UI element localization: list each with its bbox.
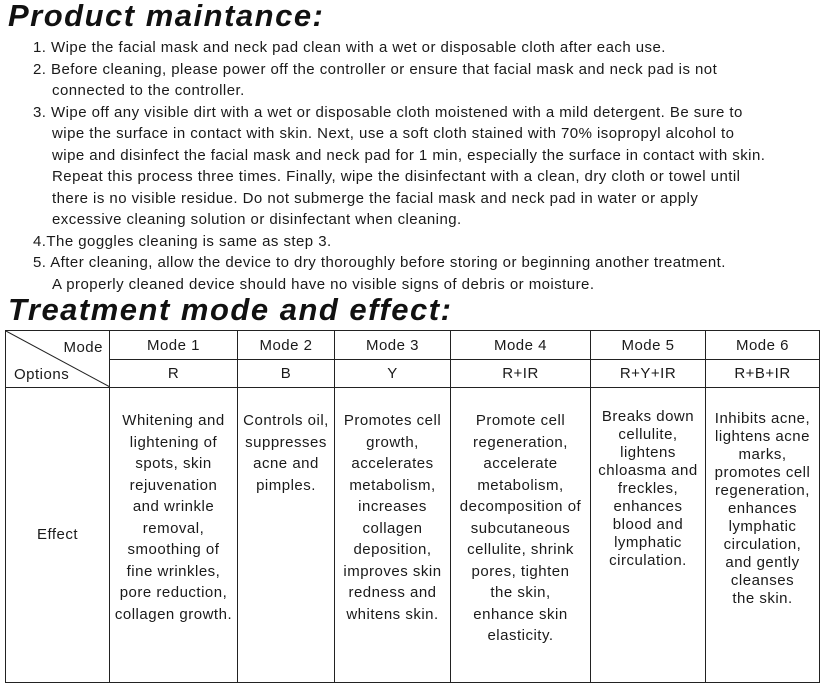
- effect-line: circulation,: [723, 536, 802, 553]
- step-line: connected to the controller.: [52, 82, 245, 99]
- mode-2-header: Mode 2: [238, 331, 335, 360]
- step-number: 5.: [33, 254, 47, 271]
- effect-line: lightens: [620, 444, 676, 461]
- mode-5-effect: [591, 388, 706, 683]
- effect-line: marks,: [738, 446, 787, 463]
- effect-line: lymphatic: [728, 518, 797, 535]
- step-line: A properly cleaned device should have no visible signs of debris or moisture.: [52, 275, 595, 293]
- step-line: wipe and disinfect the facial mask and neck pad for 1 min, especially the surface in contact with skin.: [52, 146, 766, 164]
- effect-line: growth,: [366, 433, 419, 451]
- step-number: 4.: [33, 232, 47, 250]
- effect-line: regeneration,: [473, 433, 568, 451]
- effect-line: and gently: [725, 554, 800, 571]
- effect-line: elasticity.: [487, 627, 554, 644]
- effect-line: enhances: [613, 498, 683, 515]
- effect-line: removal,: [142, 519, 205, 537]
- treatment-heading: Treatment mode and effect:: [8, 292, 453, 327]
- step-line: Wipe off any visible dirt with a wet or disposable cloth moistened with a mild detergent. Be sure to: [51, 103, 743, 121]
- options-row: [6, 360, 820, 388]
- effect-line: cellulite,: [618, 426, 678, 443]
- effect-line: pore reduction,: [119, 584, 228, 601]
- effect-line: regeneration,: [715, 482, 810, 499]
- mode-1-option: R: [110, 360, 238, 388]
- effect-line: redness and: [348, 584, 437, 601]
- mode-1-effect: [110, 388, 238, 683]
- mode-6-option: R+B+IR: [706, 360, 820, 388]
- effect-line: fine wrinkles,: [126, 562, 221, 580]
- effect-line: smoothing of: [127, 541, 220, 558]
- effect-line: cleanses: [730, 572, 795, 589]
- effect-line: lightening of: [129, 433, 218, 451]
- maintenance-step-5: [33, 252, 822, 295]
- step-line: wipe the surface in contact with skin. Next, use a soft cloth stained with 70% isopropyl alcohol to: [52, 125, 735, 142]
- maintenance-step-3: [33, 102, 822, 231]
- mode-4-header: Mode 4: [451, 331, 591, 360]
- corner-cell: [6, 331, 110, 388]
- effect-line: subcutaneous: [470, 519, 571, 537]
- effect-line: Promote cell: [475, 412, 566, 429]
- options-axis-label: Options: [14, 366, 70, 383]
- maintenance-step-1: [33, 37, 822, 59]
- effect-label: Effect: [6, 388, 110, 683]
- step-line: Wipe the facial mask and neck pad clean with a wet or disposable cloth after each use.: [51, 39, 666, 56]
- effect-line: collagen: [362, 519, 423, 537]
- effect-line: chloasma and: [598, 462, 698, 479]
- maintenance-step-4: [33, 231, 822, 253]
- effect-line: promotes cell: [714, 464, 811, 481]
- effect-line: Whitening and: [122, 412, 225, 429]
- effect-line: metabolism,: [349, 476, 436, 494]
- effect-line: enhance skin: [473, 605, 568, 623]
- effect-line: freckles,: [617, 480, 679, 497]
- effect-line: deposition,: [353, 541, 432, 558]
- effect-line: collagen growth.: [114, 605, 233, 623]
- mode-2-effect: [238, 388, 335, 683]
- effect-line: Inhibits acne,: [714, 410, 811, 427]
- mode-5-header: Mode 5: [591, 331, 706, 360]
- mode-4-effect: [451, 388, 591, 683]
- mode-6-effect: [706, 388, 820, 683]
- mode-axis-label: Mode: [63, 339, 103, 356]
- effect-line: increases: [358, 498, 427, 515]
- step-line: there is no visible residue. Do not submerge the facial mask and neck pad in water or apply: [52, 189, 699, 207]
- effect-line: Promotes cell: [343, 412, 442, 429]
- mode-1-header: Mode 1: [110, 331, 238, 360]
- step-line: The goggles cleaning is same as step 3.: [46, 232, 332, 250]
- effect-line: cellulite, shrink: [467, 541, 574, 558]
- mode-6-header: Mode 6: [706, 331, 820, 360]
- maintenance-step-2: [33, 59, 822, 102]
- effect-line: suppresses: [245, 433, 327, 451]
- step-line: excessive cleaning solution or disinfectant when cleaning.: [52, 211, 462, 228]
- mode-3-effect: [335, 388, 451, 683]
- effect-line: pimples.: [256, 476, 316, 494]
- effect-line: metabolism,: [477, 476, 564, 494]
- effect-row: [6, 388, 820, 683]
- effect-line: acne and: [253, 455, 319, 472]
- effect-line: enhances: [727, 500, 798, 517]
- effect-line: whitens skin.: [346, 605, 439, 623]
- effect-line: circulation.: [609, 552, 687, 569]
- step-number: 3.: [33, 103, 47, 121]
- effect-line: lymphatic: [614, 534, 682, 551]
- effect-line: blood and: [612, 516, 684, 533]
- effect-line: the skin.: [732, 590, 793, 607]
- mode-3-header: Mode 3: [335, 331, 451, 360]
- treatment-table: [5, 330, 820, 683]
- effect-line: improves skin: [343, 562, 442, 580]
- step-line: Repeat this process three times. Finally, wipe the disinfectant with a clean, dry cloth or towel until: [52, 168, 741, 185]
- effect-line: and wrinkle: [132, 498, 215, 515]
- effect-line: accelerate: [483, 455, 558, 472]
- effect-line: Controls oil,: [243, 412, 329, 429]
- effect-line: rejuvenation: [129, 476, 218, 494]
- effect-line: Breaks down: [601, 408, 695, 425]
- mode-header-row: [6, 331, 820, 360]
- mode-3-option: Y: [335, 360, 451, 388]
- mode-5-option: R+Y+IR: [591, 360, 706, 388]
- effect-line: pores, tighten: [471, 562, 570, 580]
- effect-line: spots, skin: [135, 455, 212, 472]
- mode-2-option: B: [238, 360, 335, 388]
- mode-4-option: R+IR: [451, 360, 591, 388]
- step-line: Before cleaning, please power off the controller or ensure that facial mask and neck pad is not: [51, 60, 718, 78]
- effect-line: accelerates: [351, 455, 434, 472]
- effect-line: the skin,: [490, 584, 551, 601]
- step-line: After cleaning, allow the device to dry thoroughly before storing or beginning another treatment.: [50, 254, 726, 271]
- maintenance-heading: Product maintance:: [8, 0, 325, 33]
- effect-line: lightens acne: [715, 428, 810, 445]
- effect-line: decomposition of: [459, 498, 582, 515]
- step-number: 2.: [33, 60, 47, 78]
- step-number: 1.: [33, 39, 47, 56]
- maintenance-steps: [33, 37, 822, 295]
